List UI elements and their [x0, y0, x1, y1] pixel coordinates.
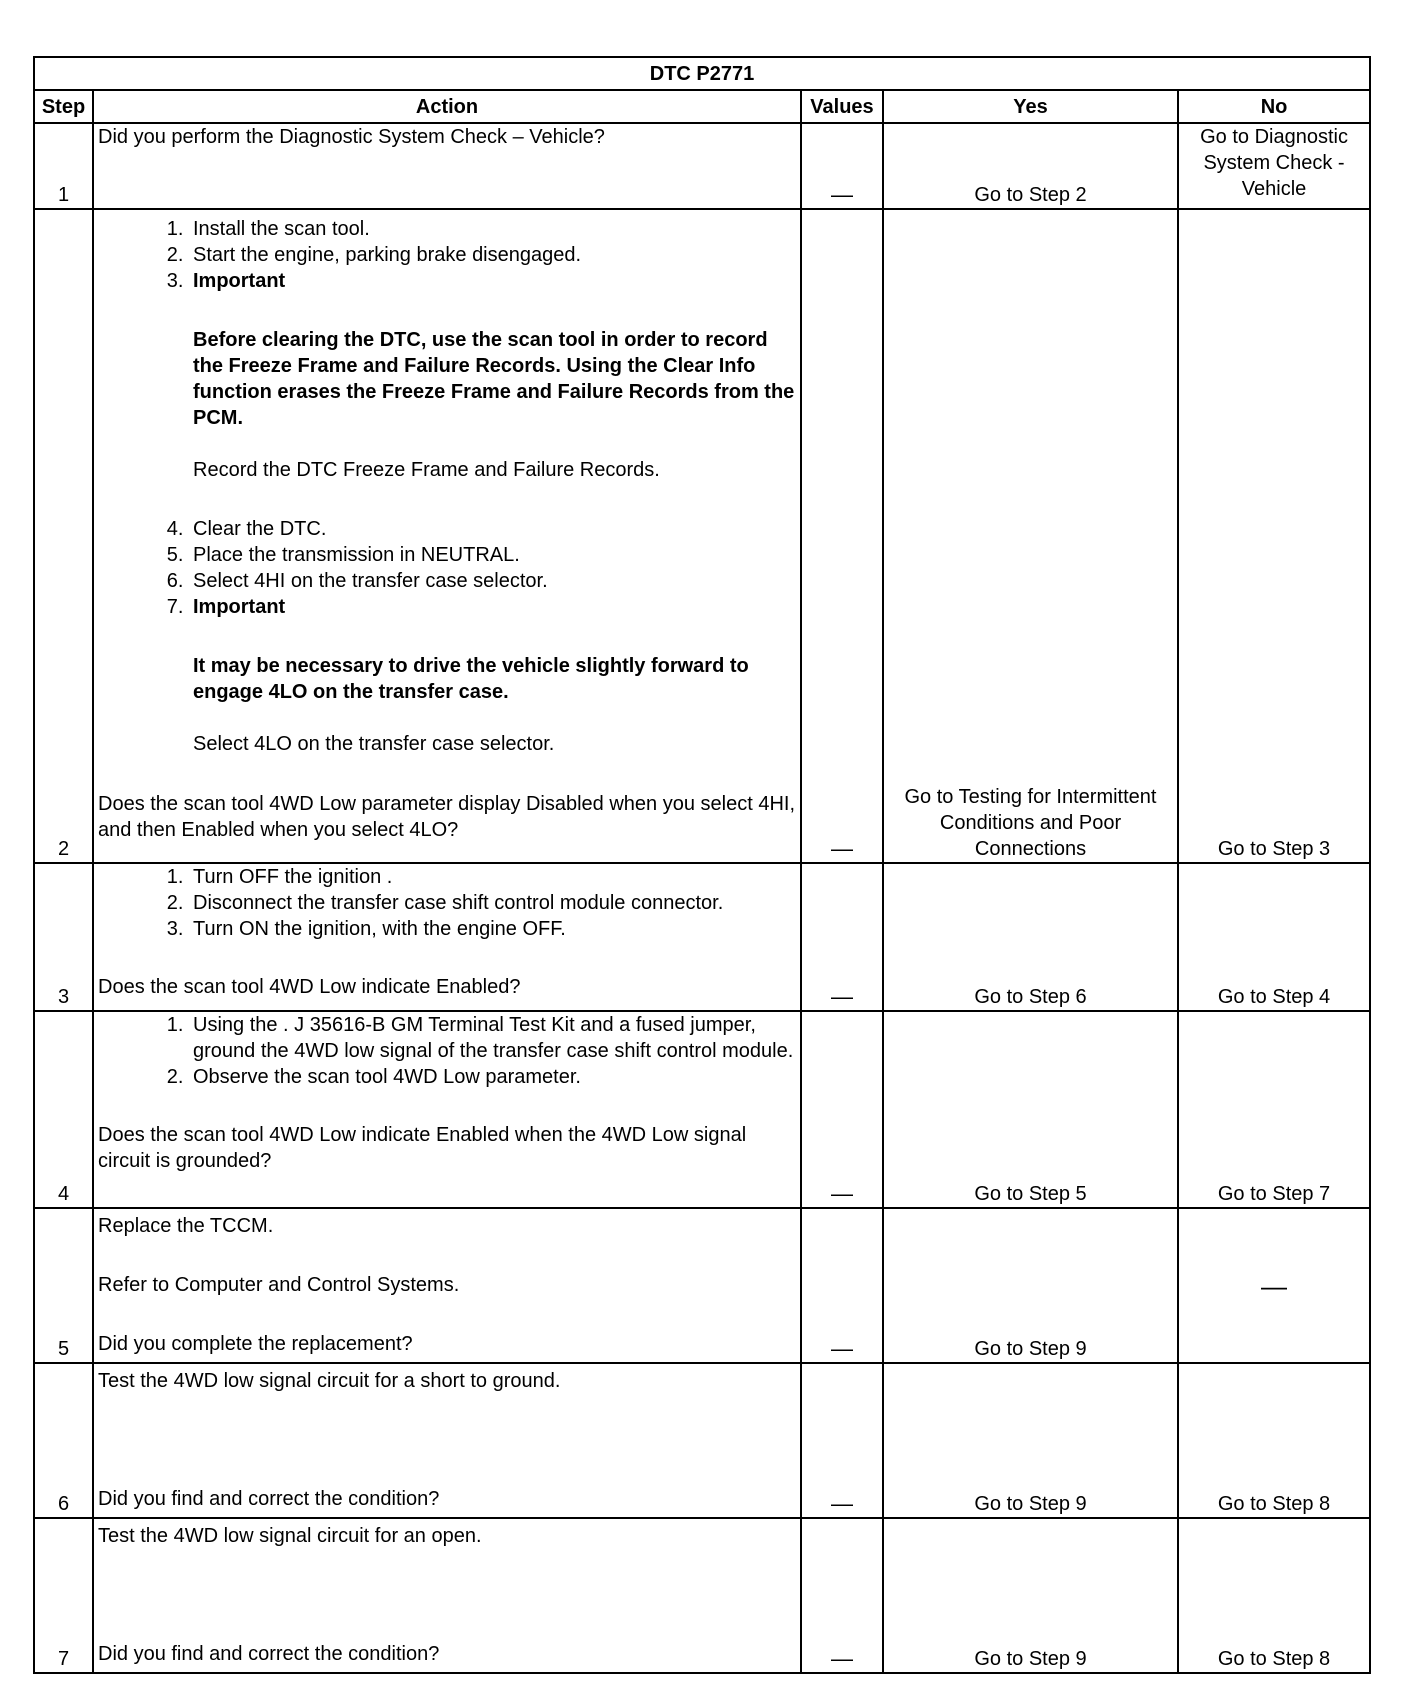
no-cell: Go to Step 4 [1178, 863, 1370, 1011]
action-cell [93, 1518, 801, 1673]
action-cell [93, 123, 801, 209]
action-item [189, 594, 796, 757]
action-cell [93, 1363, 801, 1518]
yes-cell: Go to Step 5 [883, 1011, 1178, 1208]
action-item: 2. Disconnect the transfer case shift control module connector. [189, 890, 796, 916]
no-cell: Go to Diagnostic System Check - Vehicle [1178, 123, 1370, 209]
values-cell: — [801, 1518, 883, 1673]
action-item: 6. Select 4HI on the transfer case selector. [189, 568, 796, 594]
values-cell: — [801, 1208, 883, 1363]
action-question: Did you complete the replacement? [98, 1333, 413, 1355]
no-cell: Go to Step 7 [1178, 1011, 1370, 1208]
values-cell: — [801, 123, 883, 209]
step-number: 6 [34, 1363, 93, 1518]
action-question: Did you find and correct the condition? [98, 1488, 440, 1510]
action-question: Does the scan tool 4WD Low parameter display Disabled when you select 4HI, and then Enabled when you select 4LO? [98, 793, 796, 841]
action-cell [93, 1011, 801, 1208]
action-item: 2. Start the engine, parking brake disengaged. [189, 242, 796, 268]
header-values: Values [801, 90, 883, 123]
table-row [34, 1011, 1370, 1208]
no-cell: Go to Step 3 [1178, 209, 1370, 863]
action-question: Does the scan tool 4WD Low indicate Enabled? [98, 976, 521, 998]
yes-cell: Go to Step 9 [883, 1363, 1178, 1518]
important-label: Important [193, 596, 286, 618]
step-number: 4 [34, 1011, 93, 1208]
table-row [34, 1208, 1370, 1363]
values-cell: — [801, 1011, 883, 1208]
table-row [34, 1518, 1370, 1673]
important-note: Before clearing the DTC, use the scan tool in order to record the Freeze Frame and Failure Records. Using the Clear Info function erases the Freeze Frame and Failure Records from the PCM. [193, 329, 795, 429]
no-cell: Go to Step 8 [1178, 1363, 1370, 1518]
action-subtext: Record the DTC Freeze Frame and Failure Records. [193, 459, 660, 481]
action-item: 4. Clear the DTC. [189, 516, 796, 542]
yes-cell: Go to Testing for Intermittent Conditions and Poor Connections [883, 209, 1178, 863]
header-step: Step [34, 90, 93, 123]
no-cell: — [1178, 1208, 1370, 1363]
dtc-table [33, 56, 1371, 1674]
yes-cell: Go to Step 2 [883, 123, 1178, 209]
step-number: 7 [34, 1518, 93, 1673]
action-cell [93, 863, 801, 1011]
header-yes: Yes [883, 90, 1178, 123]
step-number: 2 [34, 209, 93, 863]
step-number: 3 [34, 863, 93, 1011]
action-cell [93, 209, 801, 863]
action-cell [93, 1208, 801, 1363]
values-cell: — [801, 209, 883, 863]
action-text: Replace the TCCM. [98, 1215, 274, 1237]
important-label: Important [193, 270, 286, 292]
table-row [34, 123, 1370, 209]
action-item: 2. Observe the scan tool 4WD Low parameter. [189, 1064, 796, 1090]
action-item [189, 268, 796, 483]
table-row [34, 1363, 1370, 1518]
header-action: Action [93, 90, 801, 123]
action-item: 5. Place the transmission in NEUTRAL. [189, 542, 796, 568]
yes-cell: Go to Step 9 [883, 1518, 1178, 1673]
values-cell: — [801, 1363, 883, 1518]
action-item: 3. Turn ON the ignition, with the engine OFF. [189, 916, 796, 942]
step-number: 1 [34, 123, 93, 209]
action-text: Refer to Computer and Control Systems. [98, 1274, 460, 1296]
values-cell: — [801, 863, 883, 1011]
action-item: 1. Turn OFF the ignition . [189, 864, 796, 890]
table-title: DTC P2771 [34, 57, 1370, 90]
no-cell: Go to Step 8 [1178, 1518, 1370, 1673]
step-number: 5 [34, 1208, 93, 1363]
yes-cell: Go to Step 6 [883, 863, 1178, 1011]
action-question: Did you perform the Diagnostic System Check – Vehicle? [98, 126, 605, 148]
table-row [34, 209, 1370, 863]
action-question: Did you find and correct the condition? [98, 1643, 440, 1665]
action-subtext: Select 4LO on the transfer case selector. [193, 733, 555, 755]
important-note: It may be necessary to drive the vehicle slightly forward to engage 4LO on the transfer case. [193, 655, 749, 703]
action-text: Test the 4WD low signal circuit for a short to ground. [98, 1370, 561, 1392]
action-question: Does the scan tool 4WD Low indicate Enabled when the 4WD Low signal circuit is grounded? [98, 1124, 747, 1172]
action-item: 1. Install the scan tool. [189, 216, 796, 242]
action-text: Test the 4WD low signal circuit for an open. [98, 1525, 482, 1547]
yes-cell: Go to Step 9 [883, 1208, 1178, 1363]
action-item: 1. Using the . J 35616-B GM Terminal Test Kit and a fused jumper, ground the 4WD low signal of the transfer case shift control module. [189, 1012, 796, 1064]
table-row [34, 863, 1370, 1011]
header-no: No [1178, 90, 1370, 123]
